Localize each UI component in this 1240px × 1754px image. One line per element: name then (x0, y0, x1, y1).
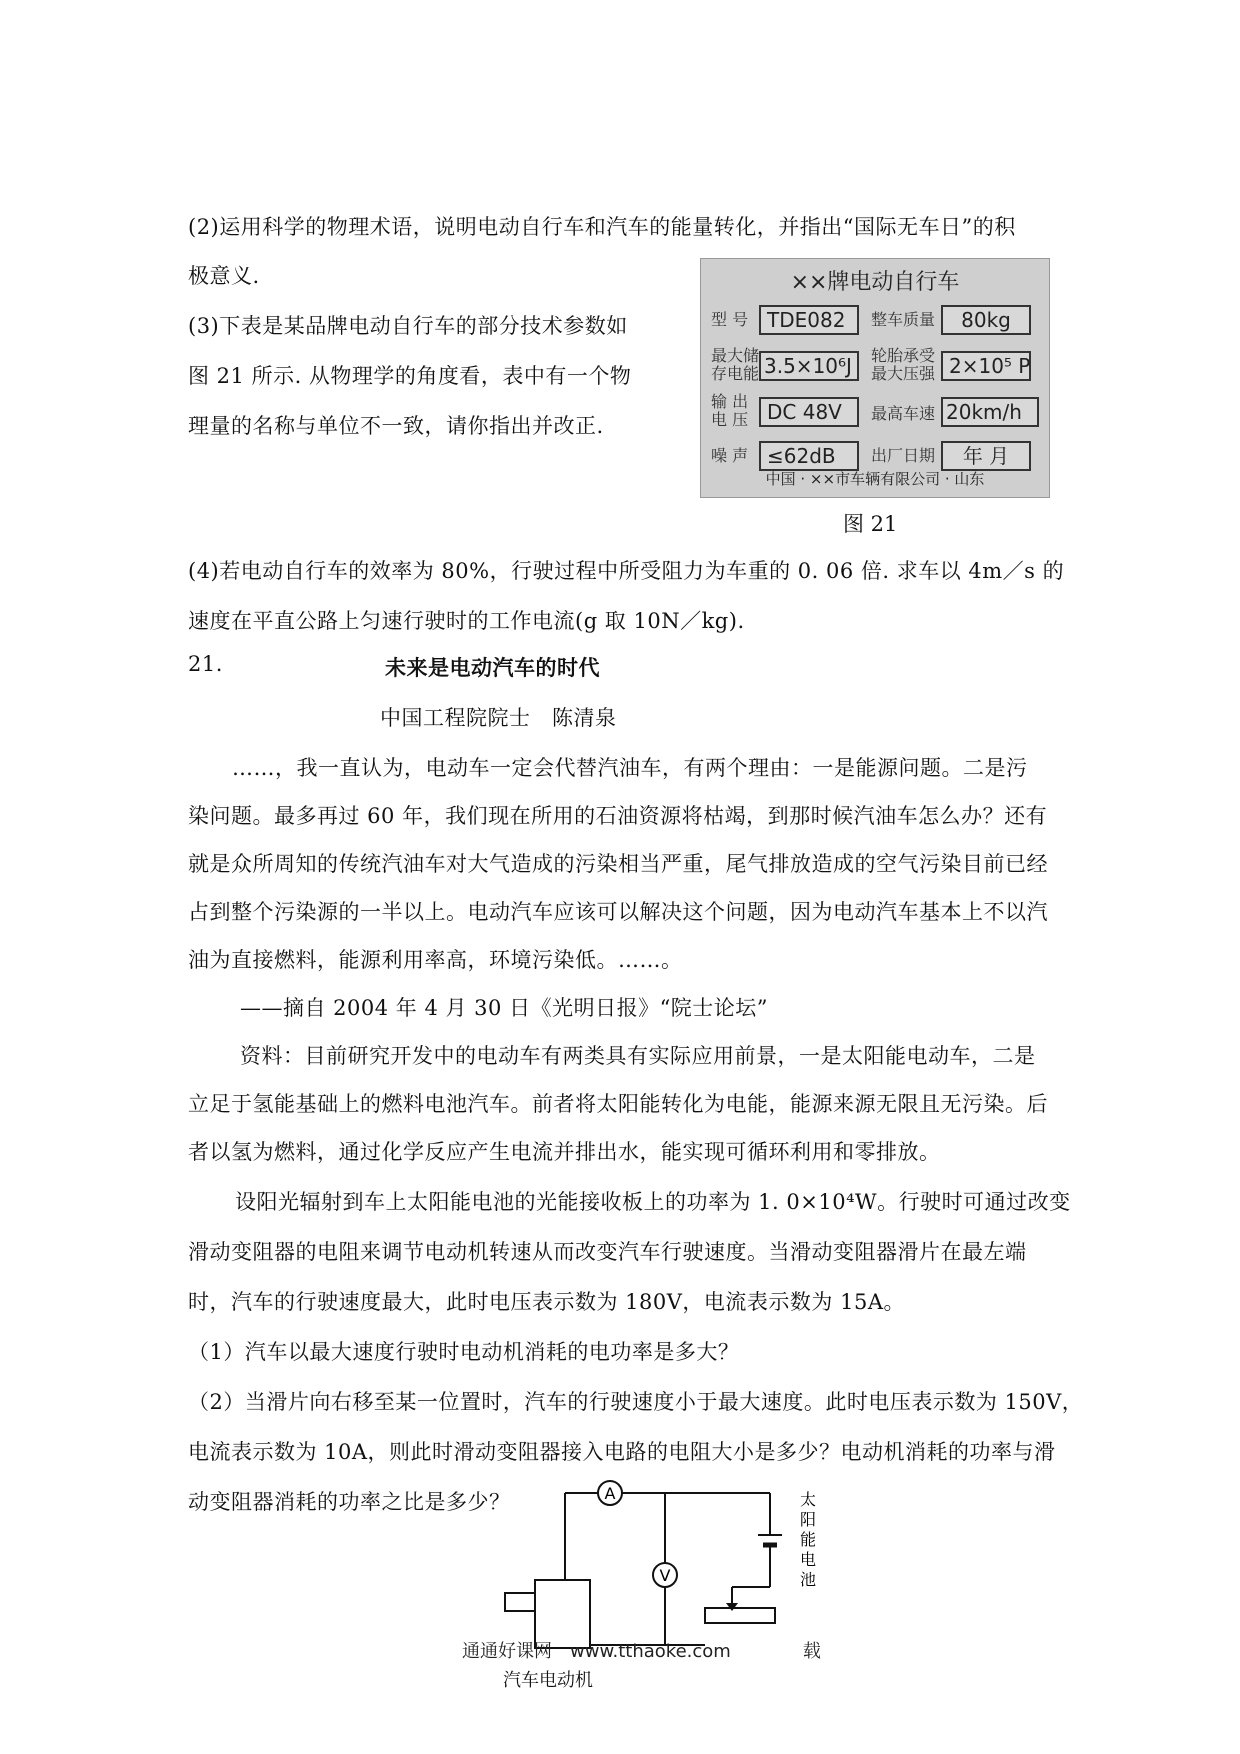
battery-label-char-1: 太 (800, 1490, 817, 1509)
q21-para3-line2: 滑动变阻器的电阻来调节电动机转速从而改变汽车行驶速度。当滑动变阻器滑片在最左端 (188, 1240, 1027, 1264)
q21-para1-line1: ……，我一直认为，电动车一定会代替汽油车，有两个理由：一是能源问题。二是污 (232, 756, 1028, 780)
plate-noise-label: 噪 声 (711, 446, 749, 465)
q21-number: 21. (188, 652, 223, 676)
q20-part3-line1: (3)下表是某品牌电动自行车的部分技术参数如 (188, 314, 628, 338)
plate-energy-label-2: 存电能 (711, 364, 760, 383)
q21-sub2-line2: 电流表示数为 10A，则此时滑动变阻器接入电路的电阻大小是多少？电动机消耗的功率与滑 (188, 1440, 1056, 1464)
q20-part2-line2: 极意义. (188, 264, 260, 288)
q20-part4-line2: 速度在平直公路上匀速行驶时的工作电流(g 取 10N／kg). (188, 609, 745, 633)
plate-mass-value: 80kg (941, 305, 1031, 335)
battery-label-char-5: 池 (800, 1570, 817, 1589)
q21-title: 未来是电动汽车的时代 (385, 655, 600, 680)
plate-speed-label: 最高车速 (871, 404, 936, 423)
q21-para3-line1: 设阳光辐射到车上太阳能电池的光能接收板上的功率为 1. 0×10⁴W。行驶时可通过改变 (235, 1190, 1071, 1214)
figure-21-nameplate (700, 258, 1050, 498)
plate-date-label: 出厂日期 (871, 446, 936, 465)
plate-energy-value: 3.5×10⁶J (759, 351, 859, 381)
rheostat-icon (705, 1608, 775, 1623)
q21-sub1: （1）汽车以最大速度行驶时电动机消耗的电功率是多大？ (188, 1340, 740, 1364)
q21-para2-line1: 资料：目前研究开发中的电动车有两类具有实际应用前景，一是太阳能电动车，二是 (240, 1044, 1036, 1068)
q20-part2-line1: (2)运用科学的物理术语，说明电动自行车和汽车的能量转化，并指出“国际无车日”的积 (188, 215, 1016, 239)
battery-label-char-3: 能 (800, 1530, 817, 1549)
plate-voltage-label-2: 电 压 (711, 410, 749, 429)
q21-sub2-line3: 动变阻器消耗的功率之比是多少？ (188, 1490, 511, 1514)
q21-para1-line4: 占到整个污染源的一半以上。电动汽车应该可以解决这个问题，因为电动汽车基本上不以汽 (188, 900, 1048, 924)
plate-model-label: 型 号 (711, 310, 749, 329)
plate-footer: 中国 · ××市车辆有限公司 · 山东 (765, 470, 985, 488)
q21-para1-line2: 染问题。最多再过 60 年，我们现在所用的石油资源将枯竭，到那时候汽油车怎么办？还有 (188, 804, 1048, 828)
plate-date-value: 年 月 (941, 441, 1031, 471)
q20-part3-line2: 图 21 所示. 从物理学的角度看，表中有一个物 (188, 364, 632, 388)
plate-pressure-value: 2×10⁵ P (941, 351, 1031, 381)
watermark: 通通好课网 www.tthaoke.com 载 (462, 1641, 821, 1662)
motor-shaft-icon (505, 1593, 535, 1611)
q21-para3-line3: 时，汽车的行驶速度最大，此时电压表示数为 180V，电流表示数为 15A。 (188, 1290, 905, 1314)
q21-author: 中国工程院院士 陈清泉 (380, 706, 617, 730)
ammeter-label: A (604, 1484, 616, 1503)
plate-voltage-label-1: 输 出 (711, 392, 749, 411)
q21-sub2-line1: （2）当滑片向右移至某一位置时，汽车的行驶速度小于最大速度。此时电压表示数为 150V， (188, 1390, 1084, 1414)
q21-para1-line5: 油为直接燃料，能源利用率高，环境污染低。……。 (188, 948, 683, 972)
q21-para2-line3: 者以氢为燃料，通过化学反应产生电流并排出水，能实现可循环利用和零排放。 (188, 1140, 941, 1164)
battery-label-char-2: 阳 (800, 1510, 817, 1529)
plate-title: ××牌电动自行车 (790, 270, 960, 295)
q21-source: ——摘自 2004 年 4 月 30 日《光明日报》“院士论坛” (240, 996, 769, 1020)
q20-part4-line1: (4)若电动自行车的效率为 80%，行驶过程中所受阻力为车重的 0. 06 倍. 求车以 4m／s 的 (188, 559, 1065, 583)
plate-model-value: TDE082 (759, 305, 859, 335)
q21-para2-line2: 立足于氢能基础上的燃料电池汽车。前者将太阳能转化为电能，能源来源无限且无污染。后 (188, 1092, 1048, 1116)
plate-speed-value: 20km/h (941, 397, 1039, 427)
plate-noise-value: ≤62dB (759, 441, 859, 471)
plate-pressure-label-1: 轮胎承受 (871, 346, 936, 365)
motor-label: 汽车电动机 (503, 1670, 593, 1691)
battery-label-char-4: 电 (800, 1550, 817, 1569)
q21-para1-line3: 就是众所周知的传统汽油车对大气造成的污染相当严重，尾气排放造成的空气污染目前已经 (188, 852, 1048, 876)
plate-mass-label: 整车质量 (871, 310, 936, 329)
voltmeter-label: V (659, 1566, 671, 1585)
q20-part3-line3: 理量的名称与单位不一致，请你指出并改正. (188, 414, 604, 438)
figure-caption: 图 21 (843, 512, 898, 536)
plate-energy-label-1: 最大储 (711, 346, 760, 365)
plate-pressure-label-2: 最大压强 (871, 364, 936, 383)
plate-voltage-value: DC 48V (759, 397, 859, 427)
